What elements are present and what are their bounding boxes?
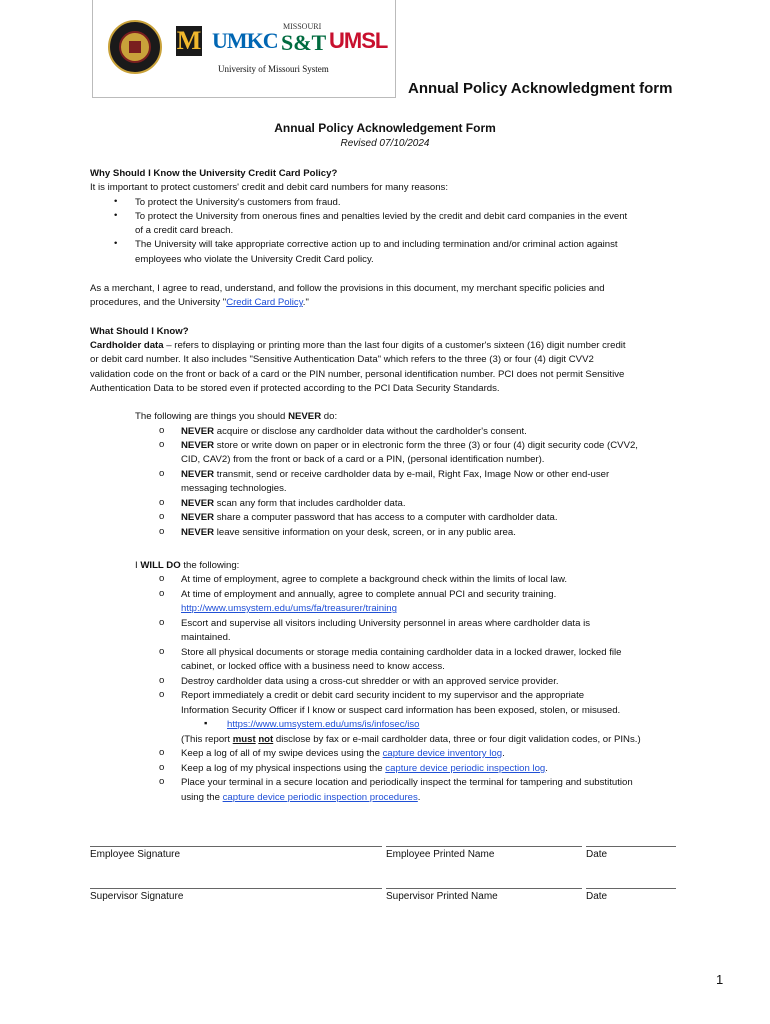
device-inventory-log-link[interactable]: capture device inventory log bbox=[382, 748, 503, 759]
list-marker: o bbox=[159, 762, 165, 773]
why-bullet-2b: of a credit card breach. bbox=[135, 225, 234, 236]
supervisor-signature-line[interactable] bbox=[90, 888, 382, 889]
never-item-2b: CID, CAV2) from the front or back of a card or a PIN, (personal identification number). bbox=[181, 454, 545, 465]
what-line-2: or debit card number. It also includes "Sensitive Authentication Data" which refers to the three (3) or four (4) digit CVV2 bbox=[90, 354, 594, 365]
mizzou-logo: M bbox=[176, 26, 202, 55]
will-item-1: At time of employment, agree to complete a background check within the limits of local law. bbox=[181, 574, 568, 585]
will-item-9b: using the capture device periodic inspection procedures. bbox=[181, 792, 421, 803]
what-line-3: validation code on the front or back of a card or the PIN number, personal identification number. PCI does not permit Sensitive bbox=[90, 369, 625, 380]
infosec-iso-link[interactable]: https://www.umsystem.edu/ums/is/infosec/iso bbox=[227, 719, 420, 730]
never-item-4: NEVER scan any form that includes cardholder data. bbox=[181, 498, 406, 509]
employee-signature-label: Employee Signature bbox=[90, 849, 181, 860]
page-number: 1 bbox=[716, 972, 724, 987]
what-line-1: Cardholder data – refers to displaying or printing more than the last four digits of a customer's sixteen (16) digit number credit bbox=[90, 340, 626, 351]
periodic-inspection-log-link[interactable]: capture device periodic inspection log bbox=[385, 763, 546, 774]
document-header-title: Annual Policy Acknowledgment form bbox=[408, 80, 673, 97]
never-item-2a: NEVER store or write down on paper or in electronic form the three (3) or four (4) digit security code (CVV2, bbox=[181, 440, 638, 451]
will-item-5: Destroy cardholder data using a cross-cut shredder or with an approved service provider. bbox=[181, 676, 559, 687]
never-item-1: NEVER acquire or disclose any cardholder data without the cardholder's consent. bbox=[181, 426, 527, 437]
will-item-4b: cabinet, or locked office with a business need to know access. bbox=[181, 661, 445, 672]
list-marker: o bbox=[159, 425, 165, 436]
revised-date: Revised 07/10/2024 bbox=[340, 138, 430, 149]
why-heading: Why Should I Know the University Credit Card Policy? bbox=[90, 168, 338, 179]
credit-card-policy-link[interactable]: Credit Card Policy bbox=[226, 297, 303, 308]
will-item-6c: (This report must not disclose by fax or e-mail cardholder data, three or four digit validation codes, or PINs.) bbox=[181, 734, 641, 745]
supervisor-printed-name-line[interactable] bbox=[386, 888, 582, 889]
never-item-3b: messaging technologies. bbox=[181, 483, 287, 494]
list-marker: o bbox=[159, 439, 165, 450]
list-marker: o bbox=[159, 617, 165, 628]
bullet-dot: • bbox=[114, 196, 118, 207]
never-item-6: NEVER leave sensitive information on your desk, screen, or in any public area. bbox=[181, 527, 516, 538]
list-marker: o bbox=[159, 675, 165, 686]
periodic-inspection-procedures-link[interactable]: capture device periodic inspection procedures bbox=[222, 792, 418, 803]
list-marker: o bbox=[159, 573, 165, 584]
employee-date-label: Date bbox=[586, 849, 608, 860]
list-marker: o bbox=[159, 511, 165, 522]
bullet-dot: • bbox=[114, 210, 118, 221]
why-bullet-2a: To protect the University from onerous fines and penalties levied by the credit and debit card companies in the event bbox=[135, 211, 628, 222]
missouri-st-logo: S&T bbox=[281, 30, 327, 55]
list-marker: o bbox=[159, 689, 165, 700]
never-intro: The following are things you should NEVER do: bbox=[135, 411, 338, 422]
bullet-dot: • bbox=[114, 238, 118, 249]
will-item-7: Keep a log of all of my swipe devices using the capture device inventory log. bbox=[181, 748, 505, 759]
why-bullet-3b: employees who violate the University Credit Card policy. bbox=[135, 254, 374, 265]
list-marker: o bbox=[159, 747, 165, 758]
supervisor-date-line[interactable] bbox=[586, 888, 676, 889]
list-marker: o bbox=[159, 588, 165, 599]
never-item-5: NEVER share a computer password that has access to a computer with cardholder data. bbox=[181, 512, 558, 523]
iso-link-line bbox=[227, 718, 419, 733]
training-link-line bbox=[181, 602, 397, 617]
will-item-8: Keep a log of my physical inspections using the capture device periodic inspection log. bbox=[181, 763, 548, 774]
will-item-6a: Report immediately a credit or debit card security incident to my supervisor and the appropriate bbox=[181, 690, 585, 701]
supervisor-date-label: Date bbox=[586, 891, 608, 902]
why-intro: It is important to protect customers' credit and debit card numbers for many reasons: bbox=[90, 182, 449, 193]
what-line-4: Authentication Data to be stored even if protected according to the PCI Data Security Standards. bbox=[90, 383, 500, 394]
will-intro: I WILL DO the following: bbox=[135, 560, 240, 571]
university-seal-logo bbox=[108, 20, 162, 74]
merchant-line-2: procedures, and the University "Credit Card Policy." bbox=[90, 297, 309, 308]
training-link[interactable]: http://www.umsystem.edu/ums/fa/treasurer/training bbox=[181, 603, 397, 614]
will-item-2: At time of employment and annually, agree to complete annual PCI and security training. bbox=[181, 589, 557, 600]
list-marker: o bbox=[159, 526, 165, 537]
will-item-4a: Store all physical documents or storage media containing cardholder data in a locked drawer, locked file bbox=[181, 647, 622, 658]
employee-signature-line[interactable] bbox=[90, 846, 382, 847]
logo-caption: University of Missouri System bbox=[218, 64, 329, 74]
list-marker: o bbox=[159, 776, 165, 787]
why-bullet-1: To protect the University's customers from fraud. bbox=[135, 197, 341, 208]
square-bullet: ▪ bbox=[204, 718, 208, 729]
missouri-st-logo-top: MISSOURI bbox=[283, 22, 322, 31]
supervisor-signature-label: Supervisor Signature bbox=[90, 891, 184, 902]
employee-date-line[interactable] bbox=[586, 846, 676, 847]
will-item-9a: Place your terminal in a secure location and periodically inspect the terminal for tampering and substitution bbox=[181, 777, 633, 788]
supervisor-printed-name-label: Supervisor Printed Name bbox=[386, 891, 498, 902]
will-item-6b: Information Security Officer if I know or suspect card information has been exposed, stolen, or misused. bbox=[181, 705, 621, 716]
employee-printed-name-line[interactable] bbox=[386, 846, 582, 847]
will-item-3b: maintained. bbox=[181, 632, 231, 643]
why-bullet-3a: The University will take appropriate corrective action up to and including termination and/or criminal action against bbox=[135, 239, 618, 250]
what-heading: What Should I Know? bbox=[90, 326, 189, 337]
employee-printed-name-label: Employee Printed Name bbox=[386, 849, 495, 860]
umsl-logo: UMSL bbox=[329, 28, 388, 53]
umkc-logo: UMKC bbox=[212, 28, 278, 53]
form-title: Annual Policy Acknowledgement Form bbox=[274, 121, 496, 135]
will-item-3a: Escort and supervise all visitors including University personnel in areas where cardholder data is bbox=[181, 618, 590, 629]
merchant-line-1: As a merchant, I agree to read, understand, and follow the provisions in this document, my merchant specific policies and bbox=[90, 283, 605, 294]
list-marker: o bbox=[159, 468, 165, 479]
list-marker: o bbox=[159, 497, 165, 508]
never-item-3a: NEVER transmit, send or receive cardholder data by e-mail, Right Fax, Image Now or other end-user bbox=[181, 469, 610, 480]
list-marker: o bbox=[159, 646, 165, 657]
